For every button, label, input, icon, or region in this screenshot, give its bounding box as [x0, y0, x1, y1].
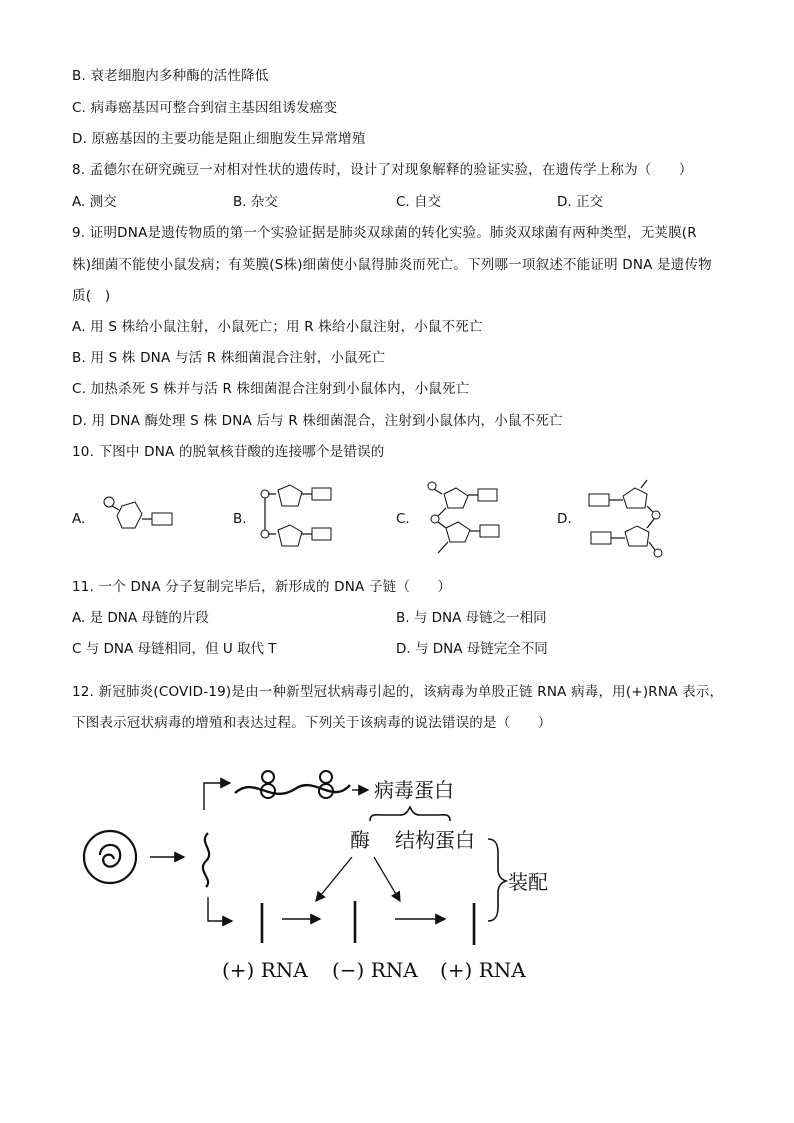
q10-label-a: A. [72, 511, 86, 527]
q9-stem-line-3: 质( ) [72, 288, 111, 304]
q10-diagram-d [585, 476, 695, 561]
q7-option-b: B. 衰老细胞内多种酶的活性降低 [72, 68, 269, 84]
q11-option-c: C 与 DNA 母链相同，但 U 取代 T [72, 641, 277, 657]
virus-cell-icon [84, 831, 136, 883]
q8-stem: 8. 孟德尔在研究豌豆一对相对性状的遗传时，设计了对现象解释的验证实验，在遗传学上称为（ ） [72, 162, 693, 178]
q9-option-a: A. 用 S 株给小鼠注射，小鼠死亡；用 R 株给小鼠注射，小鼠不死亡 [72, 319, 483, 335]
q12-stem-line-2: 下图表示冠状病毒的增殖和表达过程。下列关于该病毒的说法错误的是（ ） [72, 715, 552, 731]
q10-diagram-c [418, 476, 518, 561]
q11-option-d: D. 与 DNA 母链完全不同 [396, 641, 548, 657]
structural-protein-label: 结构蛋白 [395, 828, 475, 852]
viral-protein-label: 病毒蛋白 [374, 778, 454, 802]
q8-option-d: D. 正交 [557, 194, 603, 210]
q10-label-d: D. [557, 511, 572, 527]
q11-option-a: A. 是 DNA 母链的片段 [72, 610, 209, 626]
q10-diagram-b [252, 480, 352, 555]
q10-label-c: C. [396, 511, 410, 527]
protein-brace [370, 807, 450, 821]
rna-label-2: (−) RNA [332, 958, 418, 982]
enzyme-label: 酶 [350, 828, 370, 852]
q10-stem: 10. 下图中 DNA 的脱氧核苷酸的连接哪个是错误的 [72, 444, 385, 460]
q7-option-d: D. 原癌基因的主要功能是阻止细胞发生异常增殖 [72, 131, 366, 147]
rna-label-1: (+) RNA [222, 958, 308, 982]
q12-stem-line-1: 12. 新冠肺炎(COVID-19)是由一种新型冠状病毒引起的，该病毒为单股正链 RNA 病毒，用(+)RNA 表示， [72, 684, 724, 700]
rna-label-3: (+) RNA [440, 958, 526, 982]
assembly-label: 装配 [508, 870, 548, 894]
q11-stem: 11. 一个 DNA 分子复制完毕后，新形成的 DNA 子链（ ） [72, 579, 452, 595]
q8-option-a: A. 测交 [72, 194, 117, 210]
q9-option-c: C. 加热杀死 S 株并与活 R 株细菌混合注射到小鼠体内，小鼠死亡 [72, 381, 470, 397]
q10-diagram-a [95, 492, 185, 542]
assembly-brace [488, 839, 506, 921]
ribosome-icon [235, 771, 350, 798]
q9-stem-line-1: 9. 证明DNA是遗传物质的第一个实验证据是肺炎双球菌的转化实验。肺炎双球菌有两种类型，无荚膜(R [72, 225, 697, 241]
q9-option-d: D. 用 DNA 酶处理 S 株 DNA 后与 R 株细菌混合，注射到小鼠体内，小鼠不死亡 [72, 413, 563, 429]
q10-label-b: B. [233, 511, 247, 527]
rna-wave-icon [203, 833, 209, 887]
q7-option-c: C. 病毒癌基因可整合到宿主基因组诱发癌变 [72, 100, 338, 116]
q8-option-b: B. 杂交 [233, 194, 278, 210]
q8-option-c: C. 自交 [396, 194, 442, 210]
q11-option-b: B. 与 DNA 母链之一相同 [396, 610, 547, 626]
q9-option-b: B. 用 S 株 DNA 与活 R 株细菌混合注射，小鼠死亡 [72, 350, 386, 366]
q12-virus-diagram [70, 755, 550, 990]
q9-stem-line-2: 株)细菌不能使小鼠发病；有荚膜(S株)细菌使小鼠得肺炎而死亡。下列哪一项叙述不能证明 DNA 是遗传物 [72, 257, 712, 273]
